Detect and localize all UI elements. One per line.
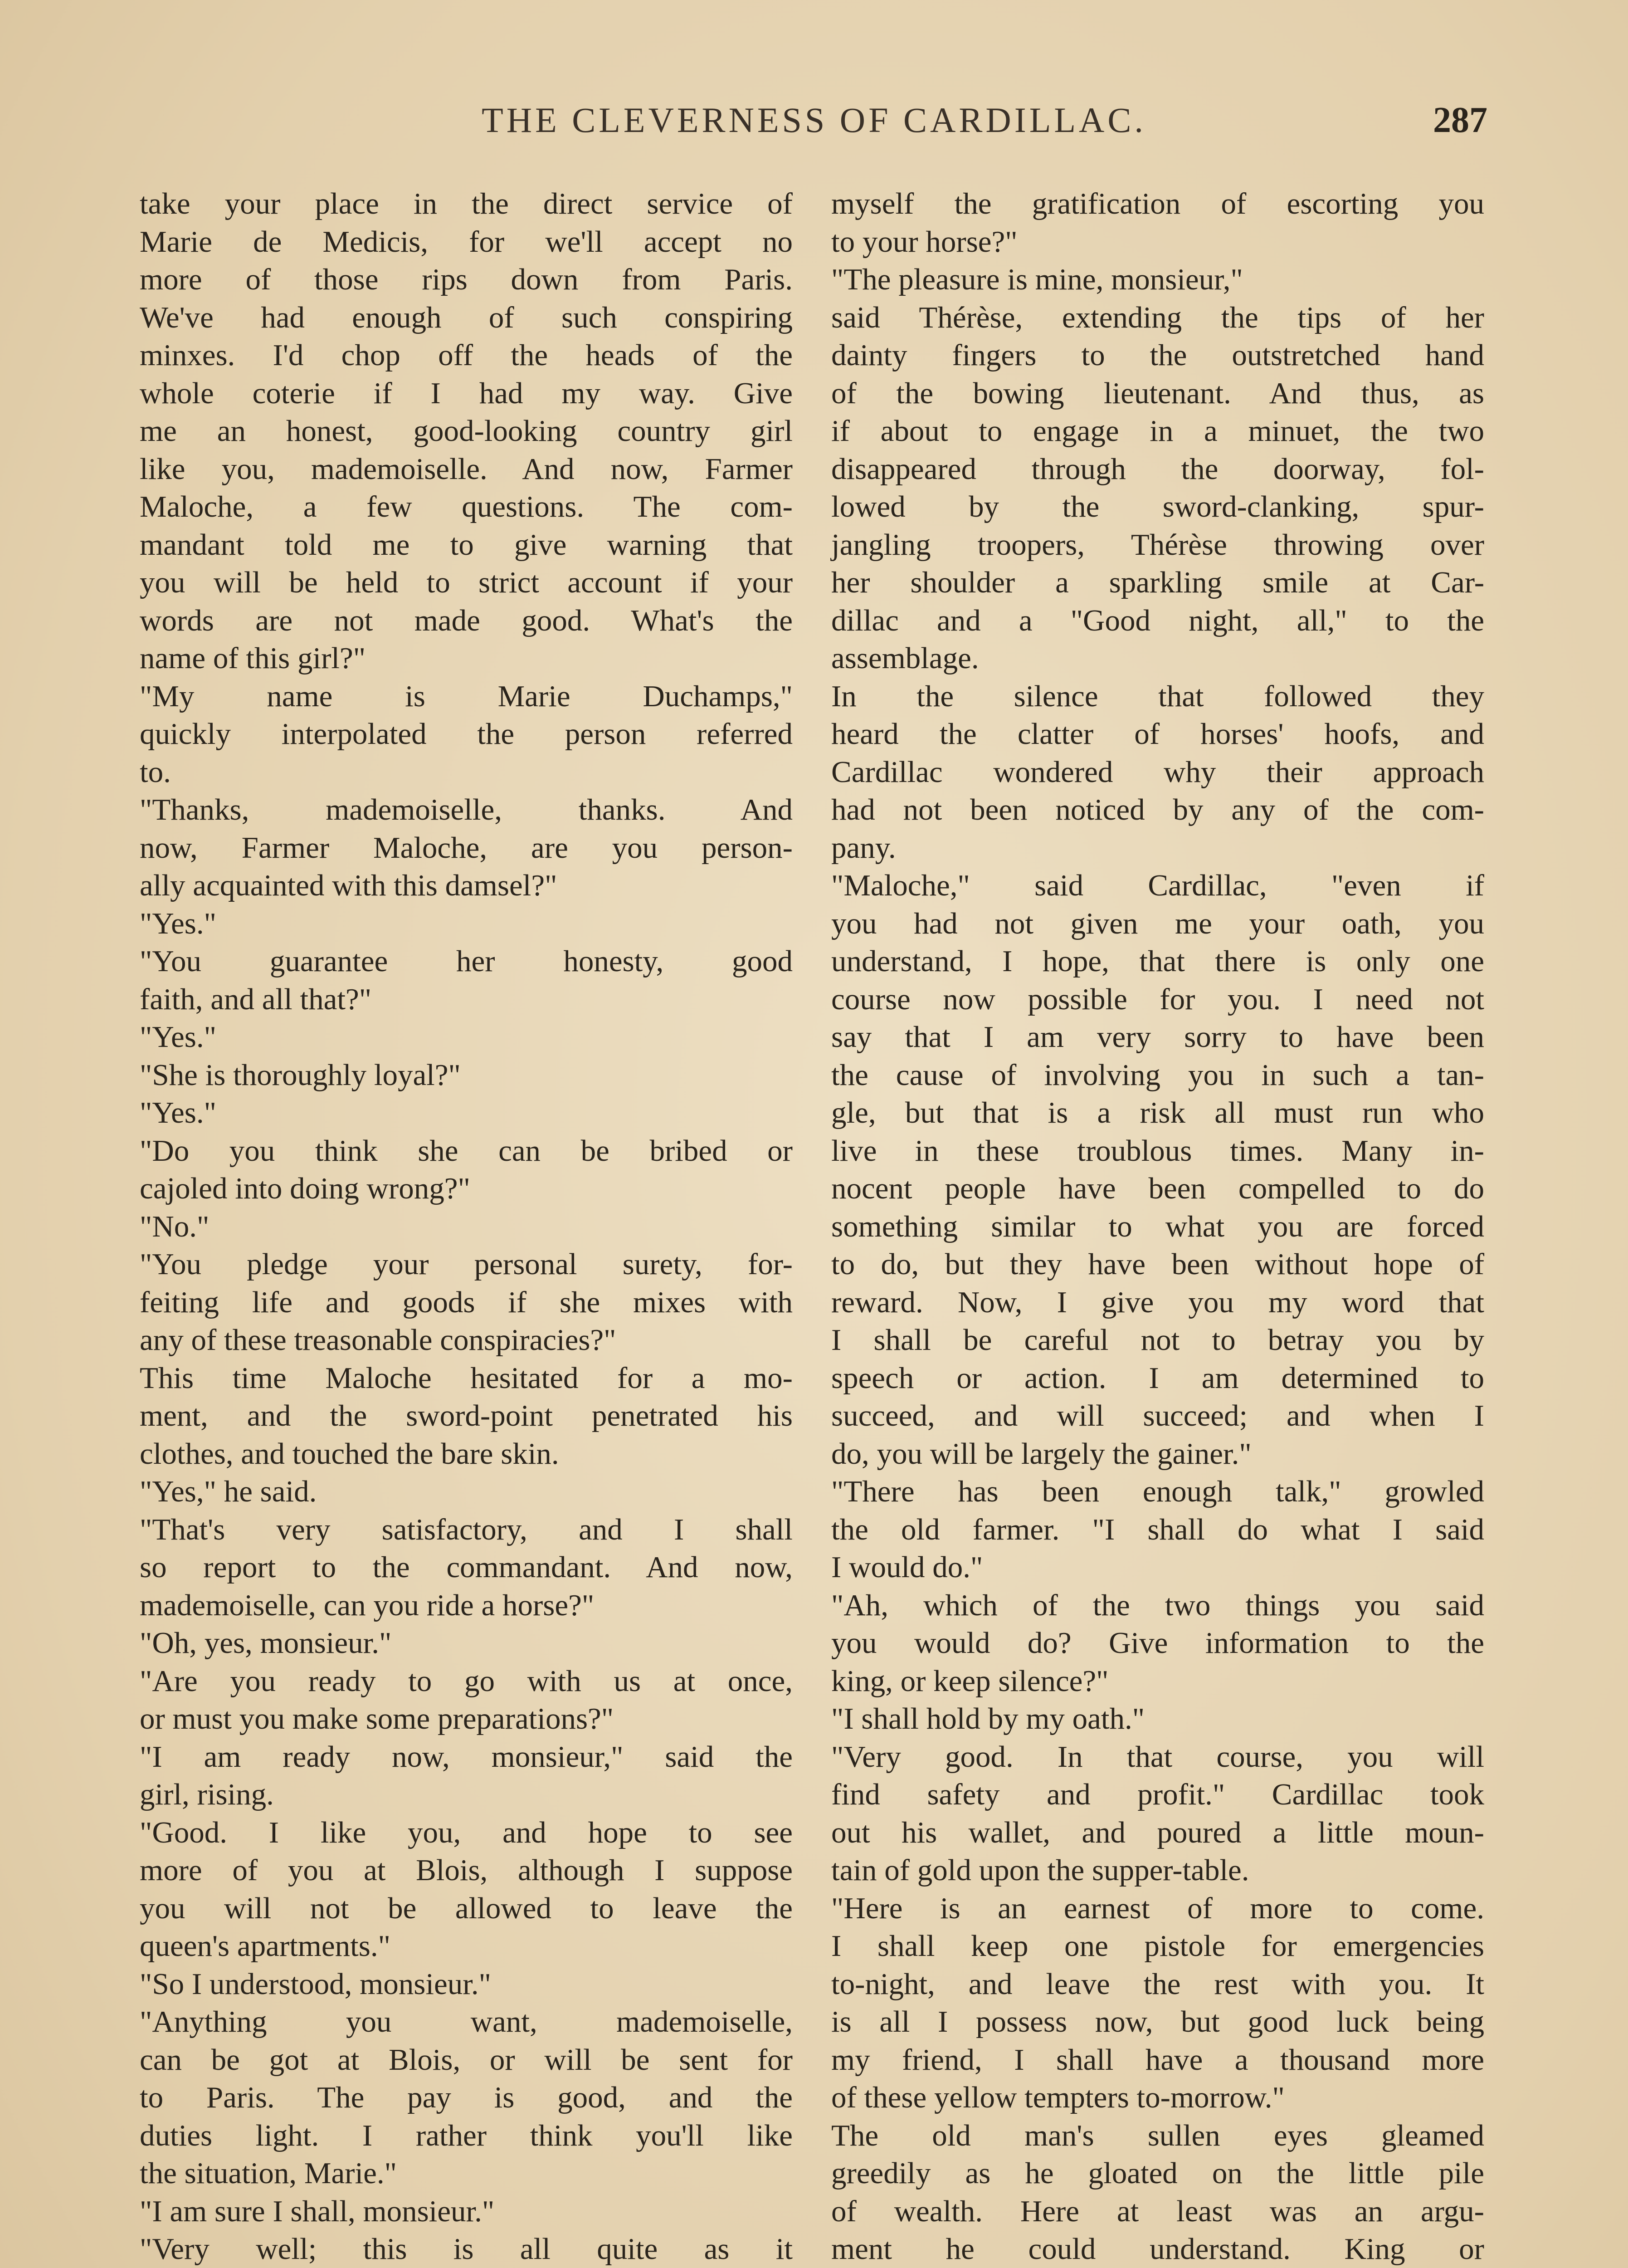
text-line: "Maloche," said Cardillac, "even if (831, 869, 1484, 902)
text-line: the situation, Marie." (140, 2156, 397, 2190)
text-line: you will be held to strict account if your (140, 566, 793, 599)
text-line: "Anything you want, mademoiselle, (140, 2005, 793, 2038)
text-line: minxes. I'd chop off the heads of the (140, 338, 793, 372)
text-line: you would do? Give information to the (831, 1626, 1484, 1660)
text-line: more of those rips down from Paris. (140, 263, 793, 296)
text-line: speech or action. I am determined to (831, 1361, 1484, 1395)
text-line: you will not be allowed to leave the (140, 1891, 793, 1925)
text-line: The old man's sullen eyes gleamed (831, 2118, 1484, 2152)
text-line: "You guarantee her honesty, good (140, 944, 793, 978)
text-line: live in these troublous times. Many in- (831, 1134, 1484, 1168)
text-line: like you, mademoiselle. And now, Farmer (140, 452, 793, 486)
text-line: if about to engage in a minuet, the two (831, 414, 1484, 448)
text-line: feiting life and goods if she mixes with (140, 1285, 793, 1319)
text-line: "Very good. In that course, you will (831, 1740, 1484, 1774)
text-line: "Here is an earnest of more to come. (831, 1891, 1484, 1925)
text-line: "I shall hold by my oath." (831, 1702, 1145, 1735)
text-line: Marie de Medicis, for we'll accept no (140, 225, 793, 259)
text-line: Cardillac wondered why their approach (831, 755, 1484, 789)
text-line: cajoled into doing wrong?" (140, 1172, 470, 1205)
text-line: so report to the commandant. And now, (140, 1550, 793, 1584)
text-line: whole coterie if I had my way. Give (140, 376, 793, 410)
text-line: myself the gratification of escorting you (831, 187, 1484, 220)
text-line: her shoulder a sparkling smile at Car- (831, 566, 1484, 599)
text-line: of wealth. Here at least was an argu- (831, 2194, 1484, 2228)
text-line: to. (140, 755, 171, 789)
text-line: clothes, and touched the bare skin. (140, 1437, 559, 1471)
text-line: "My name is Marie Duchamps," (140, 679, 793, 713)
text-line: is all I possess now, but good luck being (831, 2005, 1484, 2038)
text-line: now, Farmer Maloche, are you person- (140, 831, 793, 865)
text-line: to Paris. The pay is good, and the (140, 2081, 793, 2114)
text-line: faith, and all that?" (140, 982, 372, 1016)
text-line: reward. Now, I give you my word that (831, 1285, 1484, 1319)
text-line: I shall keep one pistole for emergencies (831, 1929, 1484, 1963)
text-line: say that I am very sorry to have been (831, 1020, 1484, 1054)
running-title: THE CLEVERNESS OF CARDILLAC. (482, 100, 1146, 140)
text-line: "That's very satisfactory, and I shall (140, 1512, 793, 1546)
text-line: tain of gold upon the supper-table. (831, 1853, 1249, 1887)
text-line: find safety and profit." Cardillac took (831, 1778, 1484, 1811)
text-line: Maloche, a few questions. The com- (140, 490, 793, 523)
text-line: "Very well; this is all quite as it (140, 2232, 793, 2266)
text-line: nocent people have been compelled to do (831, 1172, 1484, 1205)
text-line: dainty fingers to the outstretched hand (831, 338, 1484, 372)
text-line: ally acquainted with this damsel?" (140, 869, 557, 902)
text-line: ment, and the sword-point penetrated his (140, 1399, 793, 1432)
text-line: king, or keep silence?" (831, 1664, 1109, 1698)
text-line: assemblage. (831, 641, 979, 675)
text-line: more of you at Blois, although I suppose (140, 1853, 793, 1887)
text-line: This time Maloche hesitated for a mo- (140, 1361, 793, 1395)
text-line: I shall be careful not to betray you by (831, 1323, 1484, 1357)
text-line: the old farmer. "I shall do what I said (831, 1512, 1484, 1546)
text-line: take your place in the direct service of (140, 187, 793, 220)
text-line: jangling troopers, Thérèse throwing over (831, 528, 1484, 562)
text-line: "She is thoroughly loyal?" (140, 1058, 461, 1092)
text-line: duties light. I rather think you'll like (140, 2118, 793, 2152)
text-line: words are not made good. What's the (140, 603, 793, 637)
text-line: "So I understood, monsieur." (140, 1967, 491, 2001)
text-line: had not been noticed by any of the com- (831, 793, 1484, 826)
text-line: "Yes." (140, 906, 216, 940)
text-line: of the bowing lieutenant. And thus, as (831, 376, 1484, 410)
text-line: to do, but they have been without hope of (831, 1247, 1484, 1281)
text-line: succeed, and will succeed; and when I (831, 1399, 1484, 1432)
text-line: do, you will be largely the gainer." (831, 1437, 1252, 1471)
right-text-column (831, 185, 1484, 2268)
text-line: understand, I hope, that there is only one (831, 944, 1484, 978)
left-text-column (140, 185, 793, 2268)
text-line: "You pledge your personal surety, for- (140, 1247, 793, 1281)
text-line: disappeared through the doorway, fol- (831, 452, 1484, 486)
text-line: "Are you ready to go with us at once, (140, 1664, 793, 1698)
text-line: "Yes," he said. (140, 1475, 317, 1508)
text-line: heard the clatter of horses' hoofs, and (831, 717, 1484, 751)
text-line: quickly interpolated the person referred (140, 717, 793, 751)
page-number: 287 (1433, 100, 1487, 140)
text-line: "The pleasure is mine, monsieur," (831, 263, 1243, 296)
text-line: my friend, I shall have a thousand more (831, 2043, 1484, 2077)
text-line: said Thérèse, extending the tips of her (831, 300, 1484, 334)
text-line: lowed by the sword-clanking, spur- (831, 490, 1484, 523)
text-line: pany. (831, 831, 896, 865)
text-line: mademoiselle, can you ride a horse?" (140, 1588, 595, 1622)
text-line: dillac and a "Good night, all," to the (831, 603, 1484, 637)
text-line: "Thanks, mademoiselle, thanks. And (140, 793, 793, 826)
text-line: ment he could understand. King or (831, 2232, 1484, 2266)
text-line: to-night, and leave the rest with you. It (831, 1967, 1484, 2001)
text-line: or must you make some preparations?" (140, 1702, 614, 1735)
text-line: "Ah, which of the two things you said (831, 1588, 1484, 1622)
text-line: me an honest, good-looking country girl (140, 414, 793, 448)
text-line: something similar to what you are forced (831, 1209, 1484, 1243)
text-line: We've had enough of such conspiring (140, 300, 793, 334)
text-line: "I am ready now, monsieur," said the (140, 1740, 793, 1774)
text-line: "Good. I like you, and hope to see (140, 1815, 793, 1849)
text-line: "Yes." (140, 1020, 216, 1054)
text-line: can be got at Blois, or will be sent for (140, 2043, 793, 2077)
text-line: "Do you think she can be bribed or (140, 1134, 793, 1168)
text-line: "No." (140, 1209, 210, 1243)
text-line: "Oh, yes, monsieur." (140, 1626, 392, 1660)
text-line: you had not given me your oath, you (831, 906, 1484, 940)
text-line: greedily as he gloated on the little pile (831, 2156, 1484, 2190)
text-line: girl, rising. (140, 1778, 274, 1811)
text-line: I would do." (831, 1550, 983, 1584)
text-line: queen's apartments." (140, 1929, 390, 1963)
text-line: "There has been enough talk," growled (831, 1475, 1484, 1508)
text-line: to your horse?" (831, 225, 1018, 259)
text-line: course now possible for you. I need not (831, 982, 1484, 1016)
text-line: the cause of involving you in such a tan- (831, 1058, 1484, 1092)
running-header (0, 100, 1628, 159)
text-line: name of this girl?" (140, 641, 366, 675)
text-line: mandant told me to give warning that (140, 528, 793, 562)
text-line: In the silence that followed they (831, 679, 1484, 713)
text-line: out his wallet, and poured a little moun- (831, 1815, 1484, 1849)
text-line: any of these treasonable conspiracies?" (140, 1323, 616, 1357)
text-line: of these yellow tempters to-morrow." (831, 2081, 1285, 2114)
text-line: "Yes." (140, 1096, 216, 1129)
text-line: gle, but that is a risk all must run who (831, 1096, 1484, 1129)
text-line: "I am sure I shall, monsieur." (140, 2194, 495, 2228)
